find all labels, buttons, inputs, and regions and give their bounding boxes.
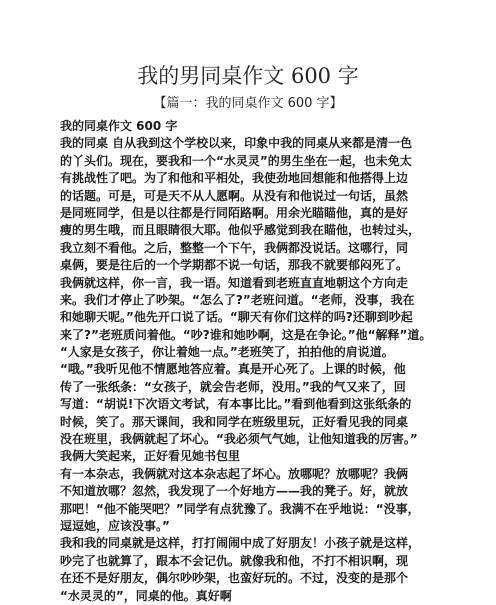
- essay-line: 我的同桌 自从我到这个学校以来，印象中我的同桌从来都是清一色: [60, 136, 413, 151]
- essay-line: 在还不是好朋友，偶尔吵吵架，也蛮好玩的。不过，没变的是那个: [60, 571, 409, 586]
- essay-line: 有一本杂志，我俩就对这本杂志起了坏心。放哪呢？放哪呢？我俩: [60, 466, 409, 481]
- essay-line: 吵完了也就算了，跟本不会记仇。就像我和他，不打不相识啊，现: [60, 553, 409, 568]
- essay-line: “水灵灵的”，同桌的他。真好啊: [60, 588, 232, 603]
- essay-line: 不知道放哪？忽然，我发现了一个好地方——我的凳子。好，就放: [60, 484, 409, 499]
- essay-line: 我的同桌作文 600 字: [60, 119, 178, 133]
- essay-line: 有挑战性了吧。为了和他和平相处，我使劲地回想能和他搭得上边: [60, 171, 409, 186]
- essay-line: 的丫头们。现在，要我和一个“水灵灵”的男生坐在一起，也未免太: [60, 153, 412, 168]
- essay-line: 来了?”老班质问着他。“吵?谁和她吵啊，这是在争论。”他“解释”道。: [60, 327, 432, 342]
- essay-line: 那吧！“他不能哭吧？”同学有点犹豫了。我满不在乎地说：“没事，: [60, 501, 420, 516]
- page-subtitle: 【篇一：我的同桌作文 600 字】: [153, 96, 343, 111]
- essay-line: 没在班里，我俩就起了坏心。“我必须气气她，让他知道我的厉害。”: [60, 432, 418, 447]
- essay-line: 写道：“胡说!下次语文考试，有本事比比。”看到他看到这张纸条的: [60, 397, 412, 412]
- essay-line: 的话题。可是，可是天不从人愿啊。从没有和他说过一句话，虽然: [60, 188, 409, 203]
- essay-line: “哦。”我听见他不情愿地答应着。真是开心死了。上课的时候，他: [60, 362, 406, 377]
- essay-line: 时候，笑了。那天课间，我和同学在班级里玩，正好看见我的同桌: [60, 414, 409, 429]
- essay-line: “人家是女孩子，你让着她一点。”老班笑了，拍拍他的肩说道。: [60, 345, 394, 360]
- essay-line: 我立刻不看他。之后，整整一个下午，我俩都没说话。这哪行，同: [60, 240, 409, 255]
- essay-line: 和她聊天呢。”他先开口说了话。“聊天有你们这样的吗?还聊到吵起: [60, 310, 413, 325]
- essay-line: 我俩就这样，你一言，我一语。知道看到老班直直地朝这个方向走: [60, 275, 409, 290]
- essay-line: 传了一张纸条：“女孩子，就会告老师，没用。”我的气又来了，回: [60, 379, 406, 394]
- essay-line: 桌俩，要是往后的一个学期都不说一句话，那我不就要郁闷死了。: [60, 258, 409, 273]
- page-title: 我的男同桌作文 600 字: [137, 64, 359, 88]
- essay-line: 来。我们才停止了吵架。“怎么了?”老班问道。“老师，没事，我在: [60, 292, 415, 307]
- essay-line: 我和我的同桌就是这样，打打闹闹中成了好朋友！小孩子就是这样，: [60, 536, 421, 551]
- essay-line: 逗逗她，应该没事。”: [60, 518, 170, 533]
- essay-line: 我俩大笑起来，正好看见她书包里: [60, 449, 241, 464]
- essay-line: 是同班同学，但是以往都是行同陌路啊。用余光瞄瞄他，真的是好: [60, 205, 409, 220]
- essay-body: [60, 118, 450, 605]
- essay-line: 瘦的男生哦，而且眼睛很大耶。他似乎感觉到我在瞄他，也转过头，: [60, 223, 421, 238]
